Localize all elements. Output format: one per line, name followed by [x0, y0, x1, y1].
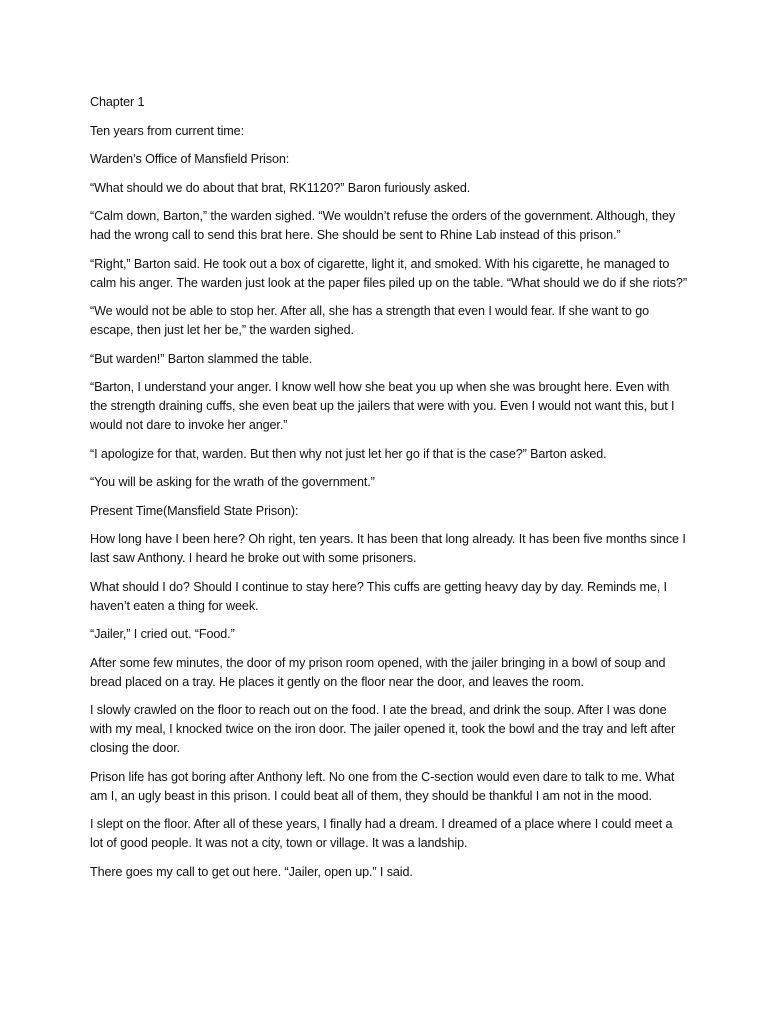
document-body	[90, 93, 688, 891]
paragraph: Prison life has got boring after Anthony left. No one from the C-section would even dare to talk to me. What am I, an ugly beast in this prison. I could beat all of them, they should be thankful I am not in the mood.	[90, 769, 675, 803]
paragraph: “Right,” Barton said. He took out a box of cigarette, light it, and smoked. With his cigarette, he managed to calm his anger. The warden just look at the paper files piled up on the table. “What should we do if she riots?”	[90, 256, 687, 290]
paragraph: “But warden!” Barton slammed the table.	[90, 351, 313, 366]
paragraph: “Barton, I understand your anger. I know well how she beat you up when she was brought here. Even with the strength draining cuffs, she even beat up the jailers that were with you. Even I would not want this, but I would not dare to invoke her anger.”	[90, 380, 675, 432]
paragraph: “Calm down, Barton,” the warden sighed. “We wouldn’t refuse the orders of the government. Although, they had the wrong call to send this brat here. She should be sent to Rhine Lab instead of this prison.”	[90, 209, 676, 242]
paragraph: I slept on the floor. After all of these years, I finally had a dream. I dreamed of a place where I could meet a lot of good people. It was not a city, town or village. It was a landship.	[90, 817, 673, 850]
paragraph: “You will be asking for the wrath of the government.”	[90, 475, 375, 489]
paragraph: There goes my call to get out here. “Jailer, open up.” I said.	[90, 864, 413, 879]
paragraph: Warden’s Office of Mansfield Prison:	[90, 152, 290, 166]
paragraph: What should I do? Should I continue to stay here? This cuffs are getting heavy day by day. Reminds me, I haven’t eaten a thing for week.	[90, 579, 667, 613]
paragraph: “Jailer,” I cried out. “Food.”	[90, 627, 235, 641]
paragraph: “I apologize for that, warden. But then why not just let her go if that is the case?” Barton asked.	[90, 446, 607, 461]
chapter-heading: Chapter 1	[90, 95, 145, 109]
paragraph: Present Time(Mansfield State Prison):	[90, 503, 299, 518]
paragraph: I slowly crawled on the floor to reach out on the food. I ate the bread, and drink the soup. After I was done with my meal, I knocked twice on the iron door. The jailer opened it, took the bowl and the tray and left after closing the door.	[90, 703, 676, 755]
paragraph: After some few minutes, the door of my prison room opened, with the jailer bringing in a bowl of soup and bread placed on a tray. He places it gently on the floor near the door, and leaves the room.	[90, 655, 666, 689]
paragraph: “What should we do about that brat, RK1120?” Baron furiously asked.	[90, 180, 471, 195]
paragraph: “We would not be able to stop her. After all, she has a strength that even I would fear. If she want to go escape, then just let her be,” the warden sighed.	[90, 304, 650, 337]
paragraph: Ten years from current time:	[90, 123, 244, 138]
paragraph: How long have I been here? Oh right, ten years. It has been that long already. It has been five months since I last saw Anthony. I heard he broke out with some prisoners.	[90, 532, 686, 565]
